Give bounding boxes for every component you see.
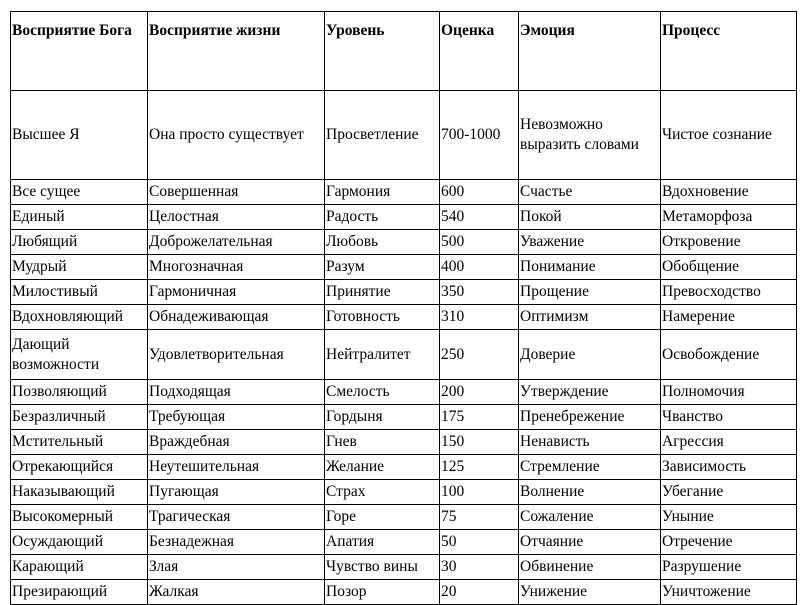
table-cell: Зависимость — [661, 455, 797, 480]
table-cell: Враждебная — [148, 430, 325, 455]
table-cell: Невозможно выразить словами — [519, 91, 661, 180]
table-cell: Превосходство — [661, 280, 797, 305]
table-cell: Метаморфоза — [661, 205, 797, 230]
table-cell: Стремление — [519, 455, 661, 480]
table-cell: Счастье — [519, 180, 661, 205]
table-cell: Мстительный — [11, 430, 148, 455]
table-cell: 600 — [440, 180, 519, 205]
table-cell: 75 — [440, 505, 519, 530]
table-cell: Злая — [148, 555, 325, 580]
table-cell: Позор — [325, 580, 440, 605]
table-cell: Отчаяние — [519, 530, 661, 555]
table-row — [11, 91, 797, 180]
table-cell: Убегание — [661, 480, 797, 505]
table-row — [11, 180, 797, 205]
table-cell: Совершенная — [148, 180, 325, 205]
table-cell: Освобождение — [661, 330, 797, 380]
table-cell: Чувство вины — [325, 555, 440, 580]
table-cell: 50 — [440, 530, 519, 555]
table-cell: 100 — [440, 480, 519, 505]
table-cell: Радость — [325, 205, 440, 230]
table-cell: Осуждающий — [11, 530, 148, 555]
table-cell: Неутешительная — [148, 455, 325, 480]
table-cell: Отрекающийся — [11, 455, 148, 480]
levels-table — [10, 11, 797, 605]
table-cell: 400 — [440, 255, 519, 280]
header-cell-emotion: Эмоция — [519, 12, 661, 91]
table-cell: Презирающий — [11, 580, 148, 605]
table-cell: Страх — [325, 480, 440, 505]
table-cell: Карающий — [11, 555, 148, 580]
table-cell: Гармоничная — [148, 280, 325, 305]
table-cell: Любящий — [11, 230, 148, 255]
table-cell: Сожаление — [519, 505, 661, 530]
table-cell: Безнадежная — [148, 530, 325, 555]
header-row — [11, 12, 797, 91]
table-cell: Волнение — [519, 480, 661, 505]
table-cell: Гордыня — [325, 405, 440, 430]
table-cell: Разум — [325, 255, 440, 280]
table-cell: Доброжелательная — [148, 230, 325, 255]
table-row — [11, 405, 797, 430]
table-cell: Вдохновение — [661, 180, 797, 205]
table-cell: Обвинение — [519, 555, 661, 580]
table-row — [11, 205, 797, 230]
table-cell: 350 — [440, 280, 519, 305]
table-cell: Пренебрежение — [519, 405, 661, 430]
table-cell: Наказывающий — [11, 480, 148, 505]
table-cell: 150 — [440, 430, 519, 455]
table-cell: Просветление — [325, 91, 440, 180]
table-cell: Полномочия — [661, 380, 797, 405]
table-cell: 500 — [440, 230, 519, 255]
table-cell: Ненависть — [519, 430, 661, 455]
table-cell: Обобщение — [661, 255, 797, 280]
table-cell: Чванство — [661, 405, 797, 430]
table-cell: Она просто существует — [148, 91, 325, 180]
table-cell: Утверждение — [519, 380, 661, 405]
table-cell: Гармония — [325, 180, 440, 205]
table-cell: Желание — [325, 455, 440, 480]
table-cell: Вдохновляющий — [11, 305, 148, 330]
table-cell: Принятие — [325, 280, 440, 305]
table-cell: Доверие — [519, 330, 661, 380]
table-row — [11, 230, 797, 255]
table-cell: Многозначная — [148, 255, 325, 280]
table-cell: 175 — [440, 405, 519, 430]
table-cell: Милостивый — [11, 280, 148, 305]
table-cell: Жалкая — [148, 580, 325, 605]
header-cell-process: Процесс — [661, 12, 797, 91]
table-cell: Трагическая — [148, 505, 325, 530]
table-cell: Удовлетворительная — [148, 330, 325, 380]
table-cell: Горе — [325, 505, 440, 530]
table-cell: Чистое сознание — [661, 91, 797, 180]
table-cell: Целостная — [148, 205, 325, 230]
table-row — [11, 530, 797, 555]
table-row — [11, 580, 797, 605]
table-cell: Прощение — [519, 280, 661, 305]
table-cell: 30 — [440, 555, 519, 580]
table-cell: Высшее Я — [11, 91, 148, 180]
table-cell: 540 — [440, 205, 519, 230]
table-cell: Смелость — [325, 380, 440, 405]
table-cell: Намерение — [661, 305, 797, 330]
table-row — [11, 305, 797, 330]
table-cell: Готовность — [325, 305, 440, 330]
table-cell: Унижение — [519, 580, 661, 605]
table-cell: 700-1000 — [440, 91, 519, 180]
table-cell: Гнев — [325, 430, 440, 455]
table-cell: 250 — [440, 330, 519, 380]
table-cell: Подходящая — [148, 380, 325, 405]
table-cell: Отречение — [661, 530, 797, 555]
table-row — [11, 505, 797, 530]
header-cell-life-perception: Восприятие жизни — [148, 12, 325, 91]
table-row — [11, 330, 797, 380]
table-cell: Требующая — [148, 405, 325, 430]
table-row — [11, 280, 797, 305]
header-cell-level: Уровень — [325, 12, 440, 91]
table-cell: Апатия — [325, 530, 440, 555]
table-cell: Оптимизм — [519, 305, 661, 330]
table-cell: Понимание — [519, 255, 661, 280]
table-row — [11, 555, 797, 580]
table-row — [11, 455, 797, 480]
table-cell: Откровение — [661, 230, 797, 255]
table-row — [11, 255, 797, 280]
table-cell: Обнадеживающая — [148, 305, 325, 330]
table-cell: Любовь — [325, 230, 440, 255]
table-cell: 20 — [440, 580, 519, 605]
table-cell: Покой — [519, 205, 661, 230]
header-cell-god-perception: Восприятие Бога — [11, 12, 148, 91]
table-cell: Мудрый — [11, 255, 148, 280]
table-cell: Пугающая — [148, 480, 325, 505]
table-cell: Нейтралитет — [325, 330, 440, 380]
table-cell: 310 — [440, 305, 519, 330]
table-cell: Все сущее — [11, 180, 148, 205]
table-cell: Уничтожение — [661, 580, 797, 605]
table-cell: Агрессия — [661, 430, 797, 455]
table-cell: Единый — [11, 205, 148, 230]
header-cell-score: Оценка — [440, 12, 519, 91]
table-cell: Высокомерный — [11, 505, 148, 530]
table-cell: Позволяющий — [11, 380, 148, 405]
table-row — [11, 480, 797, 505]
table-cell: 125 — [440, 455, 519, 480]
table-row — [11, 380, 797, 405]
table-cell: Безразличный — [11, 405, 148, 430]
table-row — [11, 430, 797, 455]
table-cell: Уважение — [519, 230, 661, 255]
table-cell: Дающий возможности — [11, 330, 148, 380]
table-cell: Уныние — [661, 505, 797, 530]
table-cell: 200 — [440, 380, 519, 405]
table-cell: Разрушение — [661, 555, 797, 580]
